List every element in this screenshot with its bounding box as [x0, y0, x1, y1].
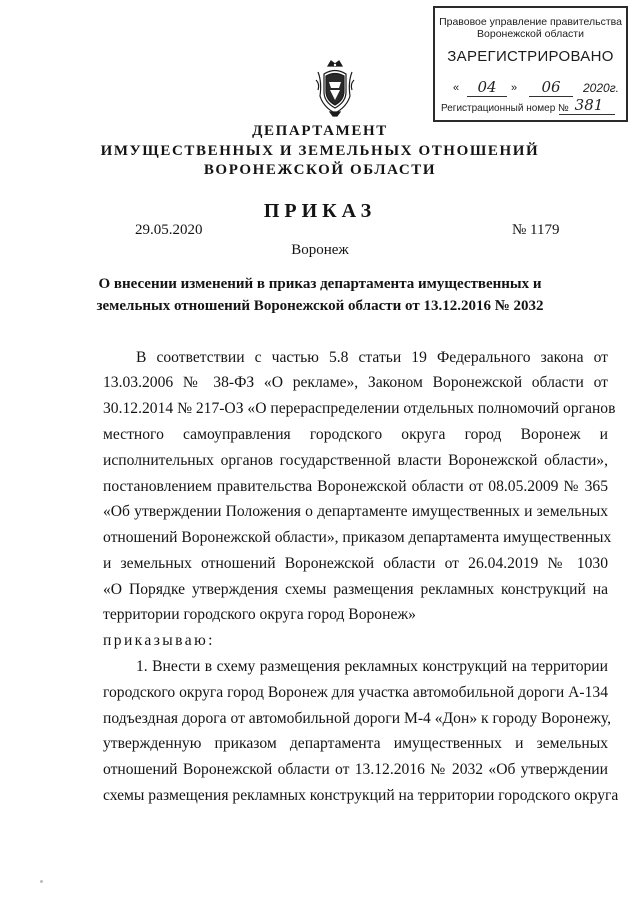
item1-line: городского округа город Воронеж для участка автомобильной дороги А-134 — [103, 684, 608, 701]
item1-line: отношений Воронежской области от 13.12.2016 № 2032 «Об утверждении — [103, 761, 608, 778]
registration-stamp — [433, 6, 628, 122]
preamble-line: «Об утверждении Положения о департаменте имущественных и земельных — [103, 503, 608, 520]
document-title: ПРИКАЗ — [263, 200, 377, 222]
preamble-line: В соответствии с частью 5.8 статьи 19 Федерального закона от — [136, 349, 608, 366]
coat-of-arms-emblem — [315, 60, 355, 118]
item1-line: 1. Внести в схему размещения рекламных конструкций на территории — [136, 658, 608, 675]
subject-line2: земельных отношений Воронежской области от 13.12.2016 № 2032 — [96, 298, 544, 314]
scan-speck — [40, 880, 43, 883]
stamp-office-line1: Правовое управление правительства — [439, 16, 622, 28]
preamble-line: исполнительных органов государственной власти Воронежской области», — [103, 452, 608, 469]
stamp-quote-close: » — [511, 82, 518, 94]
stamp-office — [435, 16, 626, 40]
item1-line: утвержденную приказом департамента имущественных и земельных — [103, 735, 608, 752]
preamble-line: постановлением правительства Воронежской области от 08.05.2009 № 365 — [103, 478, 608, 495]
command-word: приказываю: — [103, 632, 215, 649]
preamble-line: отношений Воронежской области», приказом департамента имущественных — [103, 529, 612, 546]
department-name-line3: ВОРОНЕЖСКОЙ ОБЛАСТИ — [203, 162, 437, 178]
stamp-registered: ЗАРЕГИСТРИРОВАНО — [447, 48, 614, 65]
stamp-date-year: 2020г. — [583, 81, 619, 95]
stamp-date-day-underline — [467, 96, 507, 97]
preamble-line: 30.12.2014 № 217-ОЗ «О перераспределении отдельных полномочий органов — [103, 400, 616, 417]
preamble-line: территории городского округа город Воронеж» — [103, 606, 416, 623]
stamp-date-month: 06 — [541, 78, 561, 96]
stamp-reg-number: 381 — [574, 96, 604, 114]
order-date: 29.05.2020 — [135, 222, 203, 238]
stamp-date-day: 04 — [477, 78, 497, 96]
preamble-line: «О Порядке утверждения схемы размещения рекламных конструкций на — [103, 581, 608, 598]
preamble-line: 13.03.2006 № 38-ФЗ «О рекламе», Законом Воронежской области от — [103, 374, 608, 391]
stamp-reg-label: Регистрационный номер № — [441, 103, 569, 114]
item1-line: схемы размещения рекламных конструкций на территории городского округа — [103, 787, 619, 804]
department-name-line1: ДЕПАРТАМЕНТ — [252, 123, 388, 139]
order-city: Воронеж — [291, 242, 349, 258]
stamp-reg-underline — [559, 114, 615, 115]
preamble-line: местного самоуправления городского округа город Воронеж и — [103, 426, 608, 443]
preamble-line: и земельных отношений Воронежской области от 26.04.2019 № 1030 — [103, 555, 608, 572]
stamp-office-line2: Воронежской области — [477, 28, 584, 40]
subject-line1: О внесении изменений в приказ департамента имущественных и — [98, 276, 542, 292]
department-name-line2: ИМУЩЕСТВЕННЫХ И ЗЕМЕЛЬНЫХ ОТНОШЕНИЙ — [100, 143, 540, 159]
stamp-quote-open: « — [453, 82, 460, 94]
order-number: № 1179 — [512, 222, 560, 238]
item1-line: подъездная дорога от автомобильной дороги М-4 «Дон» к городу Воронежу, — [103, 710, 612, 727]
